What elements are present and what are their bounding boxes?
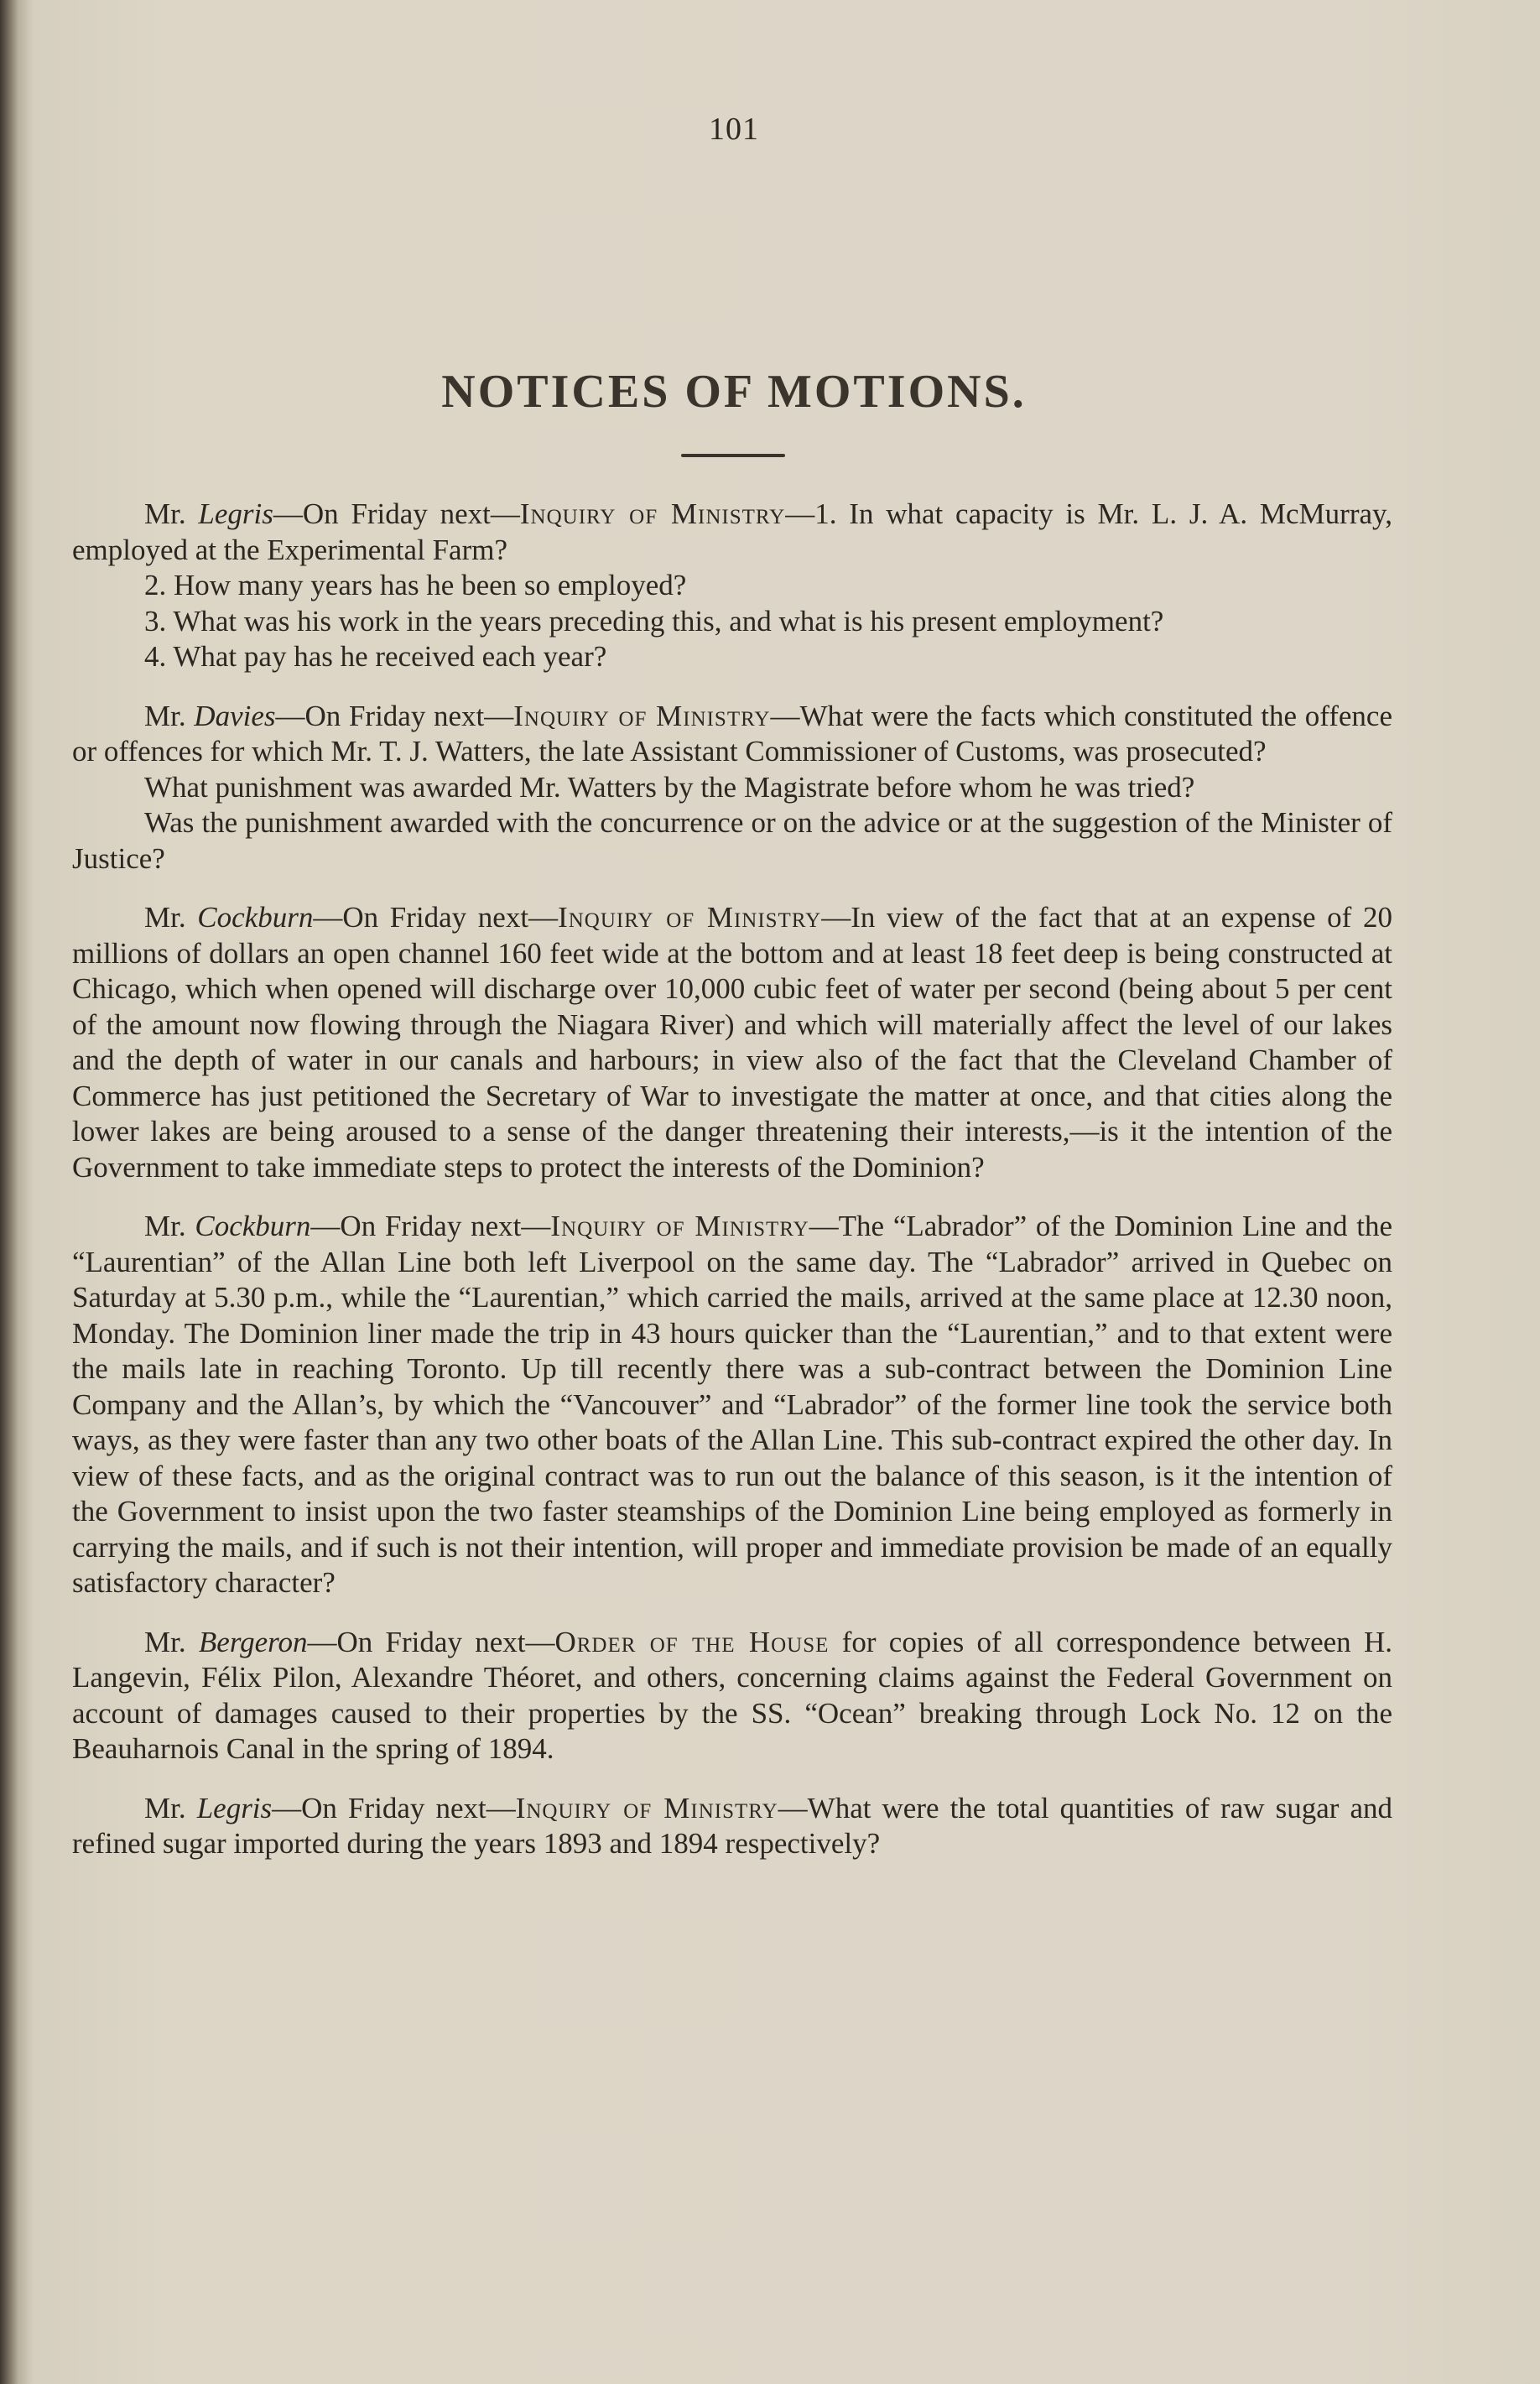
motion-paragraph — [72, 1209, 1392, 1601]
motion-paragraph — [72, 497, 1392, 568]
motion-paragraph: What punishment was awarded Mr. Watters by the Magistrate before whom he was tried? — [144, 770, 1195, 804]
motion-item — [72, 497, 1392, 675]
motion-type: Order of the House — [554, 1625, 830, 1658]
motion-type: Inquiry of Ministry — [513, 699, 771, 732]
member-title: Mr. — [144, 1625, 186, 1658]
motion-timing: —On Friday next— — [275, 699, 514, 732]
motion-text: —1. In what capacity is Mr. L. J. A. McMurray, employed at the Experimental Farm? — [72, 497, 1392, 566]
motions-list — [72, 497, 1392, 1886]
member-title: Mr. — [144, 1791, 186, 1824]
member-title: Mr. — [144, 901, 186, 934]
member-title: Mr. — [144, 497, 186, 530]
motion-paragraph — [72, 1791, 1392, 1862]
member-name: Cockburn — [197, 901, 314, 934]
member-name: Legris — [196, 1791, 273, 1824]
motion-item — [72, 1791, 1392, 1862]
member-title: Mr. — [144, 699, 186, 732]
motion-timing: —On Friday next— — [307, 1625, 555, 1658]
motion-type: Inquiry of Ministry — [519, 497, 786, 530]
motion-type: Inquiry of Ministry — [558, 901, 822, 934]
motion-timing: —On Friday next— — [310, 1210, 551, 1242]
motion-paragraph: Was the punishment awarded with the concurrence or on the advice or at the suggestion of the Minister of Justice? — [72, 806, 1392, 875]
motion-text: —The “Labrador” of the Dominion Line and the “Laurentian” of the Allan Line both left Liverpool on the same day. The “Labrador” arrived in Quebec on Saturday at 5.30 p.m., while the “Laurentian,” which carried the mails, arrived at the same place at 12.30 noon, Monday. The Dominion liner made the trip in 43 hours quicker than the “Laurentian,” and to that extent were the mails late in reaching Toronto. Up till recently there was a sub-contract between the Dominion Line Company and the Allan’s, by which the “Vancouver” and “Labrador” of the former line took the service both ways, as they were faster than any two other boats of the Allan Line. This sub-contract expired the other day. In view of these facts, and as the original contract was to run out the balance of this season, is it the intention of the Government to insist upon the two faster steamships of the Dominion Line being employed as formerly in carrying the mails, and if such is not their intention, will proper and immediate provision be made of an equally satisfactory character? — [72, 1210, 1392, 1599]
motion-item — [72, 1625, 1392, 1767]
motion-paragraph: 4. What pay has he received each year? — [144, 640, 607, 673]
motion-text: —What were the total quantities of raw sugar and refined sugar imported during the years 1893 and 1894 respectively? — [72, 1791, 1393, 1860]
member-name: Davies — [194, 699, 276, 732]
motion-paragraph — [72, 1625, 1392, 1767]
motion-paragraph: 3. What was his work in the years preceding this, and what is his present employment? — [144, 604, 1164, 638]
motion-timing: —On Friday next— — [272, 1791, 516, 1824]
motion-type: Inquiry of Ministry — [515, 1791, 778, 1824]
motion-item — [72, 1209, 1392, 1601]
motion-timing: —On Friday next— — [313, 901, 559, 934]
motion-item — [72, 699, 1392, 877]
motion-text: —In view of the fact that at an expense of 20 millions of dollars an open channel 160 feet wide at the bottom and at least 18 feet deep is being constructed at Chicago, which when opened will discharge over 10,000 cubic feet of water per second (being about 5 per cent of the amount now flowing through the Niagara River) and which will materially affect the level of our lakes and the depth of water in our canals and harbours; in view also of the fact that the Cleveland Chamber of Commerce has just petitioned the Secretary of War to investigate the matter at once, and that cities along the lower lakes are being aroused to a sense of the danger threatening their interests,—is it the intention of the Government to take immediate steps to protect the interests of the Dominion? — [72, 901, 1392, 1184]
page-number: 101 — [709, 112, 759, 147]
motion-paragraph: 2. How many years has he been so employed? — [144, 569, 687, 601]
member-name: Cockburn — [195, 1210, 311, 1242]
motion-text: —What were the facts which constituted the offence or offences for which Mr. T. J. Watters, the late Assistant Commissioner of Customs, was prosecuted? — [72, 699, 1392, 768]
motion-text: for copies of all correspondence between H. Langevin, Félix Pilon, Alexandre Théoret, and others, concerning claims against the Federal Government on account of damages caused to their properties by the SS. “Ocean” breaking through Lock No. 12 on the Beauharnois Canal in the spring of 1894. — [72, 1625, 1392, 1765]
page-title: NOTICES OF MOTIONS. — [441, 366, 1027, 418]
motion-type: Inquiry of Ministry — [550, 1210, 809, 1242]
motion-paragraph — [72, 699, 1392, 770]
motion-paragraph — [72, 900, 1392, 1185]
member-name: Legris — [198, 497, 273, 530]
member-title: Mr. — [144, 1210, 186, 1242]
member-name: Bergeron — [198, 1625, 308, 1658]
motion-item — [72, 900, 1392, 1185]
motion-timing: —On Friday next— — [273, 497, 520, 530]
heading-divider — [681, 454, 785, 457]
